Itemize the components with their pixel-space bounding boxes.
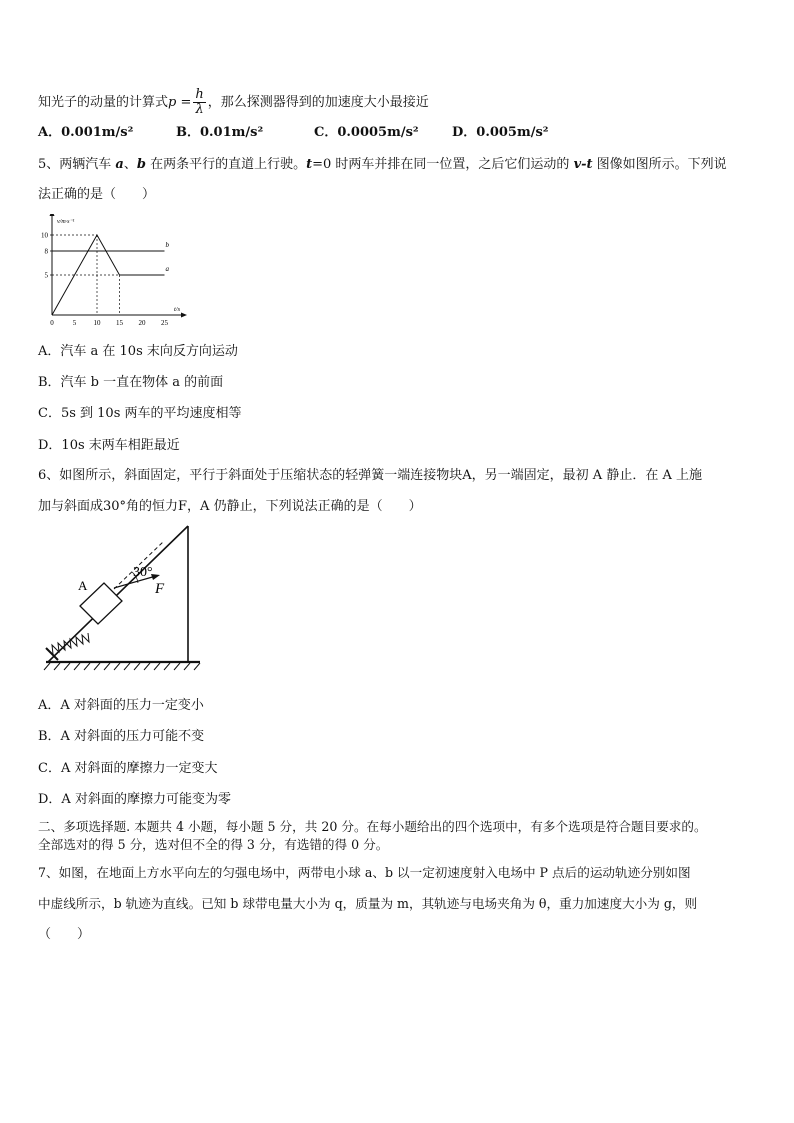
x-tick-label: 20 xyxy=(138,319,146,327)
x-tick-label: 0 xyxy=(50,319,54,327)
block-label: A xyxy=(78,578,88,593)
q5-option-a: A．汽车 a 在 10s 末向反方向运动 xyxy=(38,344,238,359)
x-axis-label: t/s xyxy=(174,306,181,313)
q7-stem-line3: （ ） xyxy=(38,927,91,942)
force-label: F xyxy=(155,581,165,597)
x-tick-label: 25 xyxy=(161,319,168,327)
q5-option-d: D．10s 末两车相距最近 xyxy=(38,438,180,453)
x-tick-label: 15 xyxy=(116,319,123,327)
y-tick-label: 5 xyxy=(44,271,48,280)
q4-option-d: D．0.005m/s² xyxy=(452,125,549,140)
incline-figure xyxy=(36,524,211,674)
q6-stem-line2: 加与斜面成30°角的恒力F，A 仍静止，下列说法正确的是（ ） xyxy=(38,499,422,514)
q5-stem-line2: 法正确的是（ ） xyxy=(38,187,156,202)
chart-guides xyxy=(52,235,120,315)
q4-option-b: B．0.01m/s² xyxy=(176,125,264,140)
q6-stem-line1: 6、如图所示，斜面固定，平行于斜面处于压缩状态的轻弹簧一端连接物块A，另一端固定，最初 A 静止．在 A 上施 xyxy=(38,468,702,483)
q5-text-1: 两辆汽车 xyxy=(59,157,116,172)
q4-stem-text: 知光子的动量的计算式 xyxy=(38,95,169,110)
q4-option-a: A．0.001m/s² xyxy=(38,125,134,140)
q5-text-5: 图像如图所示。下列说 xyxy=(592,157,727,172)
q5-var-vt: v-t xyxy=(573,157,593,172)
series-label-a: a xyxy=(165,265,169,273)
section2-line2: 全部选对的得 5 分，选对但不全的得 3 分，有选错的得 0 分。 xyxy=(38,837,389,852)
figure-background xyxy=(36,524,211,674)
section2-line1: 二、多项选择题. 本题共 4 小题，每小题 5 分，共 20 分。在每小题给出的四个选项中，有多个选项是符合题目要求的。 xyxy=(38,819,707,834)
x-axis-arrow xyxy=(181,313,187,318)
q5-text-4: =0 时两车并排在同一位置，之后它们运动的 xyxy=(312,157,574,172)
q4-option-c: C．0.0005m/s² xyxy=(314,125,419,140)
q6-option-d: D．A 对斜面的摩擦力可能变为零 xyxy=(38,792,231,807)
q6-option-b: B．A 对斜面的压力可能不变 xyxy=(38,729,205,744)
series-label-b: b xyxy=(165,241,169,249)
y-tick-label: 10 xyxy=(41,231,48,240)
y-axis-label: v/m·s⁻¹ xyxy=(57,219,75,225)
q4-stem-tail: ，那么探测器得到的加速度大小最接近 xyxy=(207,95,429,110)
q4-formula-lhs: p = xyxy=(168,95,192,110)
y-axis-arrow xyxy=(50,214,55,216)
q5-stem-line1 xyxy=(38,156,727,174)
q5-var-a: a xyxy=(115,157,124,172)
q4-formula-fraction xyxy=(193,88,205,117)
q4-formula-numerator: h xyxy=(195,87,204,102)
q6-option-c: C．A 对斜面的摩擦力一定变大 xyxy=(38,761,218,776)
vt-chart xyxy=(32,214,192,332)
q6-option-a: A．A 对斜面的压力一定变小 xyxy=(38,698,204,713)
q5-text-3: 在两条平行的直道上行驶。 xyxy=(145,157,307,172)
q4-stem xyxy=(38,88,429,117)
q4-formula-denominator: λ xyxy=(195,102,204,117)
q5-option-b: B．汽车 b 一直在物体 a 的前面 xyxy=(38,375,224,390)
q5-text-2: 、 xyxy=(123,157,137,172)
q5-var-t: t xyxy=(306,157,313,172)
q7-stem-line1: 7、如图，在地面上方水平向左的匀强电场中，两带电小球 a、b 以一定初速度射入电场中 P 点后的运动轨迹分别如图 xyxy=(38,865,691,880)
x-tick-label: 5 xyxy=(72,319,77,327)
q5-option-c: C．5s 到 10s 两车的平均速度相等 xyxy=(38,406,242,421)
y-tick-label: 8 xyxy=(44,247,48,256)
q5-var-b: b xyxy=(136,157,146,172)
angle-label: 30° xyxy=(133,565,153,580)
q7-stem-line2: 中虚线所示，b 轨迹为直线。已知 b 球带电量大小为 q，质量为 m，其轨迹与电场夹角为 θ，重力加速度大小为 g，则 xyxy=(38,896,698,911)
x-tick-label: 10 xyxy=(93,319,101,327)
q5-number: 5、 xyxy=(38,157,60,172)
